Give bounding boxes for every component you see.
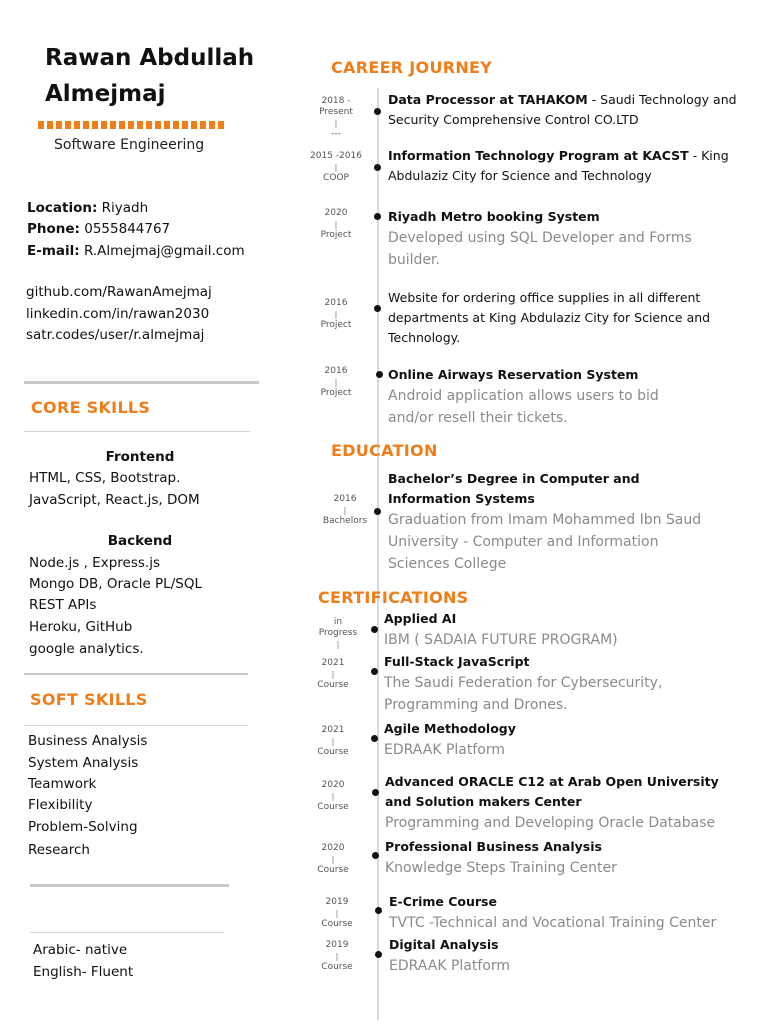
career-text: Website for ordering office supplies in all different departments at King Abdulaziz City for Science and Technology. xyxy=(388,290,711,345)
name-underline xyxy=(38,121,224,129)
language-item: English- Fluent xyxy=(33,964,134,980)
cert-title: E-Crime Course xyxy=(389,894,497,909)
timeline-dot xyxy=(374,508,381,515)
contact-email xyxy=(27,243,245,259)
cert-title: Full-Stack JavaScript xyxy=(384,654,530,669)
date-type: Course xyxy=(321,919,353,929)
date-type: Course xyxy=(317,865,349,875)
divider xyxy=(24,431,250,432)
phone-value: 0555844767 xyxy=(84,221,171,237)
date-type: Course xyxy=(317,680,349,690)
cert-title: Digital Analysis xyxy=(389,937,499,952)
timeline-dot xyxy=(376,371,383,378)
skill-item: Node.js , Express.js xyxy=(29,555,160,571)
date-year: 2019 xyxy=(325,940,349,950)
cert-date: in Progress | xyxy=(318,617,358,649)
cert-issuer: IBM ( SADAIA FUTURE PROGRAM) xyxy=(384,632,618,648)
frontend-heading: Frontend xyxy=(105,449,175,465)
cert-date: 2020 | Course xyxy=(317,780,349,812)
skill-item: Mongo DB, Oracle PL/SQL xyxy=(29,576,202,592)
core-skills-heading: CORE SKILLS xyxy=(31,398,151,417)
timeline-dot xyxy=(374,213,381,220)
career-entry xyxy=(388,146,748,186)
career-date: 2016 | Project xyxy=(320,366,352,398)
github-link[interactable]: github.com/RawanAmejmaj xyxy=(26,284,212,300)
timeline-dot xyxy=(372,852,379,859)
date-year: 2016 xyxy=(333,494,357,504)
soft-skills-heading: SOFT SKILLS xyxy=(30,690,148,709)
cert-issuer: The Saudi Federation for Cybersecurity, Programming and Drones. xyxy=(384,675,663,713)
date-year: 2015 -2016 xyxy=(310,151,362,161)
email-label: E-mail: xyxy=(27,243,80,259)
date-type: Bachelors xyxy=(322,516,368,526)
cert-title: Advanced ORACLE C12 at Arab Open University and Solution makers Center xyxy=(385,774,719,809)
email-value[interactable]: R.Almejmaj@gmail.com xyxy=(83,243,245,259)
linkedin-link[interactable]: linkedin.com/in/rawan2030 xyxy=(26,306,210,322)
career-org: - King Abdulaziz City for Science and Technology xyxy=(388,148,729,183)
divider xyxy=(30,884,229,887)
skill-item: JavaScript, React.js, DOM xyxy=(29,492,200,508)
skill-item: REST APIs xyxy=(29,597,97,613)
date-type: COOP xyxy=(323,173,349,183)
career-date: 2015 -2016 | COOP xyxy=(310,151,362,183)
cert-issuer: EDRAAK Platform xyxy=(384,742,506,758)
backend-heading: Backend xyxy=(107,533,173,549)
career-title: Data Processor at TAHAKOM xyxy=(388,92,588,107)
timeline-dot xyxy=(375,907,382,914)
career-entry xyxy=(388,365,748,429)
degree-title: Bachelor’s Degree in Computer and Information Systems xyxy=(388,471,640,506)
date-type: Present xyxy=(319,107,353,117)
cert-issuer: Programming and Developing Oracle Database xyxy=(385,815,716,831)
cert-entry xyxy=(389,892,759,934)
date-type: Project xyxy=(320,230,352,240)
career-title: Riyadh Metro booking System xyxy=(388,209,600,224)
cert-entry xyxy=(389,935,759,977)
timeline-dot xyxy=(371,626,378,633)
cert-entry xyxy=(385,772,725,834)
career-org: - Saudi Technology and Security Comprehensive Control CO.LTD xyxy=(388,92,737,127)
skill-item: Heroku, GitHub xyxy=(29,619,133,635)
timeline-dot xyxy=(372,789,379,796)
education-date: 2016 | Bachelors xyxy=(322,494,368,526)
timeline-line xyxy=(377,88,379,1020)
date-type: Progress xyxy=(318,628,358,638)
date-type: Project xyxy=(320,388,352,398)
career-title: Online Airways Reservation System xyxy=(388,367,639,382)
date-year: 2019 xyxy=(325,897,349,907)
cert-title: Applied AI xyxy=(384,611,457,626)
soft-skill-item: Problem-Solving xyxy=(28,819,138,835)
contact-phone xyxy=(27,221,170,237)
language-item: Arabic- native xyxy=(33,942,128,958)
date-year: 2016 xyxy=(324,298,348,308)
location-value: Riyadh xyxy=(101,200,149,216)
career-date: 2018 - Present | --- xyxy=(319,96,353,139)
cert-date: 2021 | Course xyxy=(317,658,349,690)
career-description: Developed using SQL Developer and Forms builder. xyxy=(388,230,692,268)
date-extra: --- xyxy=(331,129,341,139)
cert-title: Agile Methodology xyxy=(384,721,516,736)
timeline-dot xyxy=(371,735,378,742)
certifications-heading: CERTIFICATIONS xyxy=(318,588,469,607)
date-year: 2020 xyxy=(321,780,345,790)
timeline-dot xyxy=(374,108,381,115)
divider xyxy=(24,673,248,675)
date-year: 2016 xyxy=(324,366,348,376)
cert-issuer: Knowledge Steps Training Center xyxy=(385,860,617,876)
soft-skill-item: Business Analysis xyxy=(28,733,148,749)
timeline-dot xyxy=(375,951,382,958)
divider xyxy=(24,725,248,726)
education-heading: EDUCATION xyxy=(331,441,438,460)
cert-entry xyxy=(384,719,754,761)
satr-link[interactable]: satr.codes/user/r.almejmaj xyxy=(26,327,205,343)
date-type: Course xyxy=(317,747,349,757)
job-title: Software Engineering xyxy=(54,137,205,153)
cert-entry xyxy=(384,609,754,651)
education-entry xyxy=(388,469,718,575)
date-type: Course xyxy=(321,962,353,972)
career-title: Information Technology Program at KACST xyxy=(388,148,689,163)
timeline-dot xyxy=(374,164,381,171)
divider xyxy=(24,381,259,384)
soft-skill-item: Flexibility xyxy=(28,797,93,813)
skill-item: google analytics. xyxy=(29,641,144,657)
cert-date: 2020 | Course xyxy=(317,843,349,875)
timeline-dot xyxy=(371,668,378,675)
cert-date: 2019 | Course xyxy=(321,940,353,972)
cert-issuer: TVTC -Technical and Vocational Training Center xyxy=(389,915,717,931)
cert-entry xyxy=(385,837,755,879)
skill-item: HTML, CSS, Bootstrap. xyxy=(29,470,181,486)
career-description: Android application allows users to bid and/or resell their tickets. xyxy=(388,388,659,426)
date-year: 2018 - xyxy=(321,96,351,106)
contact-location xyxy=(27,200,148,216)
date-year: 2020 xyxy=(321,843,345,853)
cert-entry xyxy=(384,652,754,716)
date-year: in xyxy=(333,617,343,627)
date-year: 2020 xyxy=(324,208,348,218)
date-type: Course xyxy=(317,802,349,812)
career-date: 2016 | Project xyxy=(320,298,352,330)
career-date: 2020 | Project xyxy=(320,208,352,240)
timeline-dot xyxy=(374,305,381,312)
cert-title: Professional Business Analysis xyxy=(385,839,602,854)
career-heading: CAREER JOURNEY xyxy=(331,58,493,77)
soft-skill-item: Teamwork xyxy=(28,776,97,792)
degree-description: Graduation from Imam Mohammed Ibn Saud University - Computer and Information Sciences College xyxy=(388,512,702,572)
soft-skill-item: System Analysis xyxy=(28,755,139,771)
divider xyxy=(30,932,224,933)
candidate-name: Rawan Abdullah Almejmaj xyxy=(45,45,255,107)
soft-skill-item: Research xyxy=(28,842,90,858)
date-year: 2021 xyxy=(321,658,345,668)
phone-label: Phone: xyxy=(27,221,80,237)
date-year: 2021 xyxy=(321,725,345,735)
cert-date: 2021 | Course xyxy=(317,725,349,757)
career-entry xyxy=(388,90,748,130)
date-type: Project xyxy=(320,320,352,330)
career-entry xyxy=(388,288,743,348)
cert-date: 2019 | Course xyxy=(321,897,353,929)
cert-issuer: EDRAAK Platform xyxy=(389,958,511,974)
career-entry xyxy=(388,207,748,271)
location-label: Location: xyxy=(27,200,98,216)
